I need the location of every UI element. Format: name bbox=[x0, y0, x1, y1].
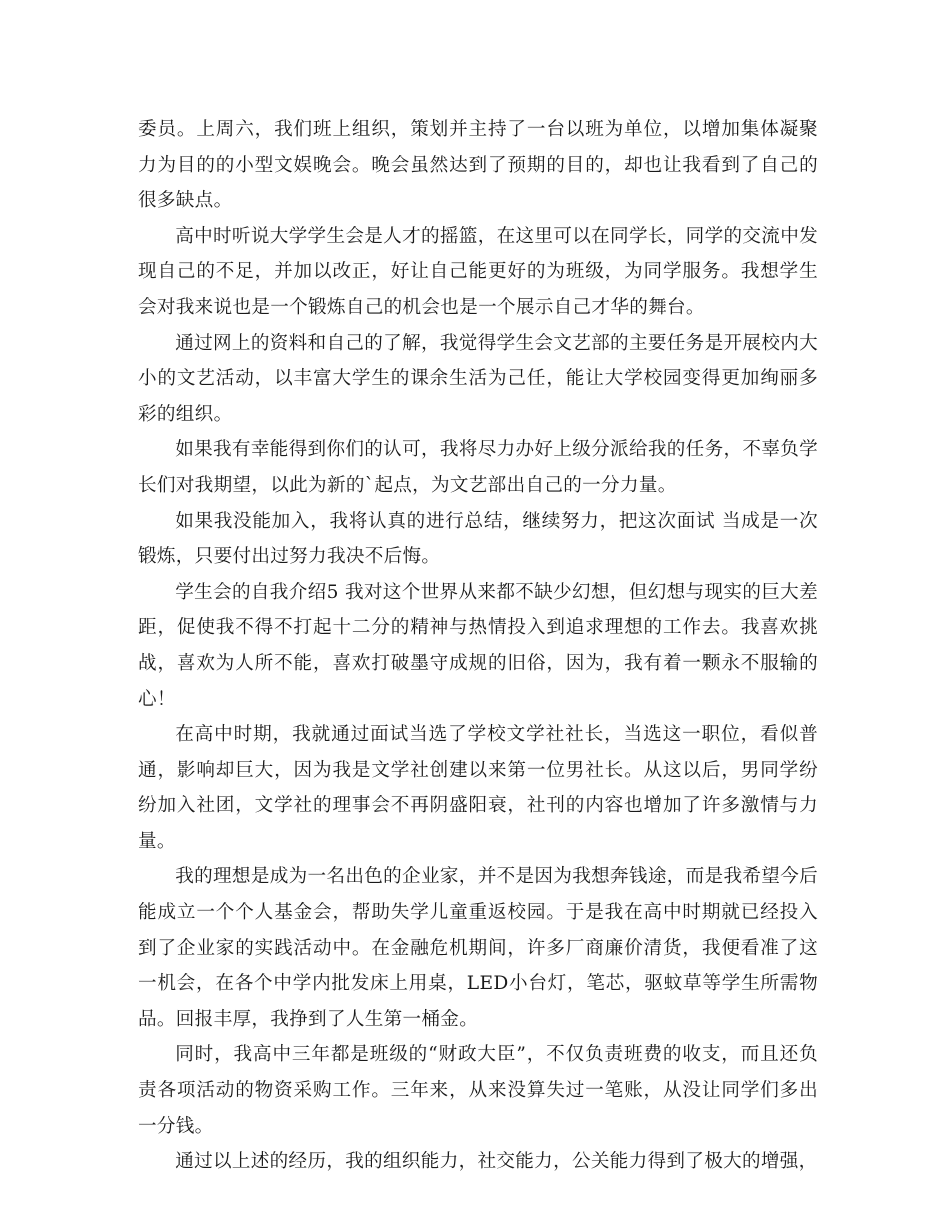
paragraph: 我的理想是成为一名出色的企业家，并不是因为我想奔钱途，而是我希望今后能成立一个个人基金会，帮助失学儿童重返校园。于是我在高中时期就已经投入到了企业家的实践活动中。在金融危机期间，许多厂商廉价清货，我便看准了这一机会，在各个中学内批发床上用桌，LED小台灯，笔芯，驱蚊草等学生所需物品。回报丰厚，我挣到了人生第一桶金。 bbox=[138, 866, 818, 1030]
document-body bbox=[138, 112, 818, 1180]
paragraph: 在高中时期，我就通过面试当选了学校文学社社长，当选这一职位，看似普通，影响却巨大，因为我是文学社创建以来第一位男社长。从这以后，男同学纷纷加入社团，文学社的理事会不再阴盛阳衰，社刊的内容也增加了许多激情与力量。 bbox=[138, 724, 818, 852]
paragraph: 委员。上周六，我们班上组织，策划并主持了一台以班为单位，以增加集体凝聚力为目的的小型文娱晚会。晚会虽然达到了预期的目的，却也让我看到了自己的很多缺点。 bbox=[138, 119, 818, 212]
paragraph: 如果我没能加入，我将认真的进行总结，继续努力，把这次面试 当成是一次锻炼，只要付出过努力我决不后悔。 bbox=[138, 510, 818, 568]
paragraph: 如果我有幸能得到你们的认可，我将尽力办好上级分派给我的任务，不辜负学长们对我期望，以此为新的`起点，为文艺部出自己的一分力量。 bbox=[138, 439, 818, 496]
paragraph: 学生会的自我介绍5 我对这个世界从来都不缺少幻想，但幻想与现实的巨大差距，促使我不得不打起十二分的精神与热情投入到追求理想的工作去。我喜欢挑战，喜欢为人所不能，喜欢打破墨守成规的旧俗，因为，我有着一颗永不服输的心！ bbox=[138, 581, 818, 710]
paragraph: 通过以上述的经历，我的组织能力，社交能力，公关能力得到了极大的增强， bbox=[175, 1151, 818, 1173]
paragraph: 高中时听说大学学生会是人才的摇篮，在这里可以在同学长，同学的交流中发现自己的不足，并加以改正，好让自己能更好的为班级，为同学服务。我想学生会对我来说也是一个锻炼自己的机会也是一个展示自己才华的舞台。 bbox=[138, 225, 818, 318]
paragraph: 通过网上的资料和自己的了解，我觉得学生会文艺部的主要任务是开展校内大小的文艺活动，以丰富大学生的课余生活为己任，能让大学校园变得更加绚丽多彩的组织。 bbox=[138, 332, 818, 425]
paragraph: 同时，我高中三年都是班级的“财政大臣”，不仅负责班费的收支，而且还负责各项活动的物资采购工作。三年来，从来没算失过一笔账，从没让同学们多出一分钱。 bbox=[138, 1044, 818, 1137]
